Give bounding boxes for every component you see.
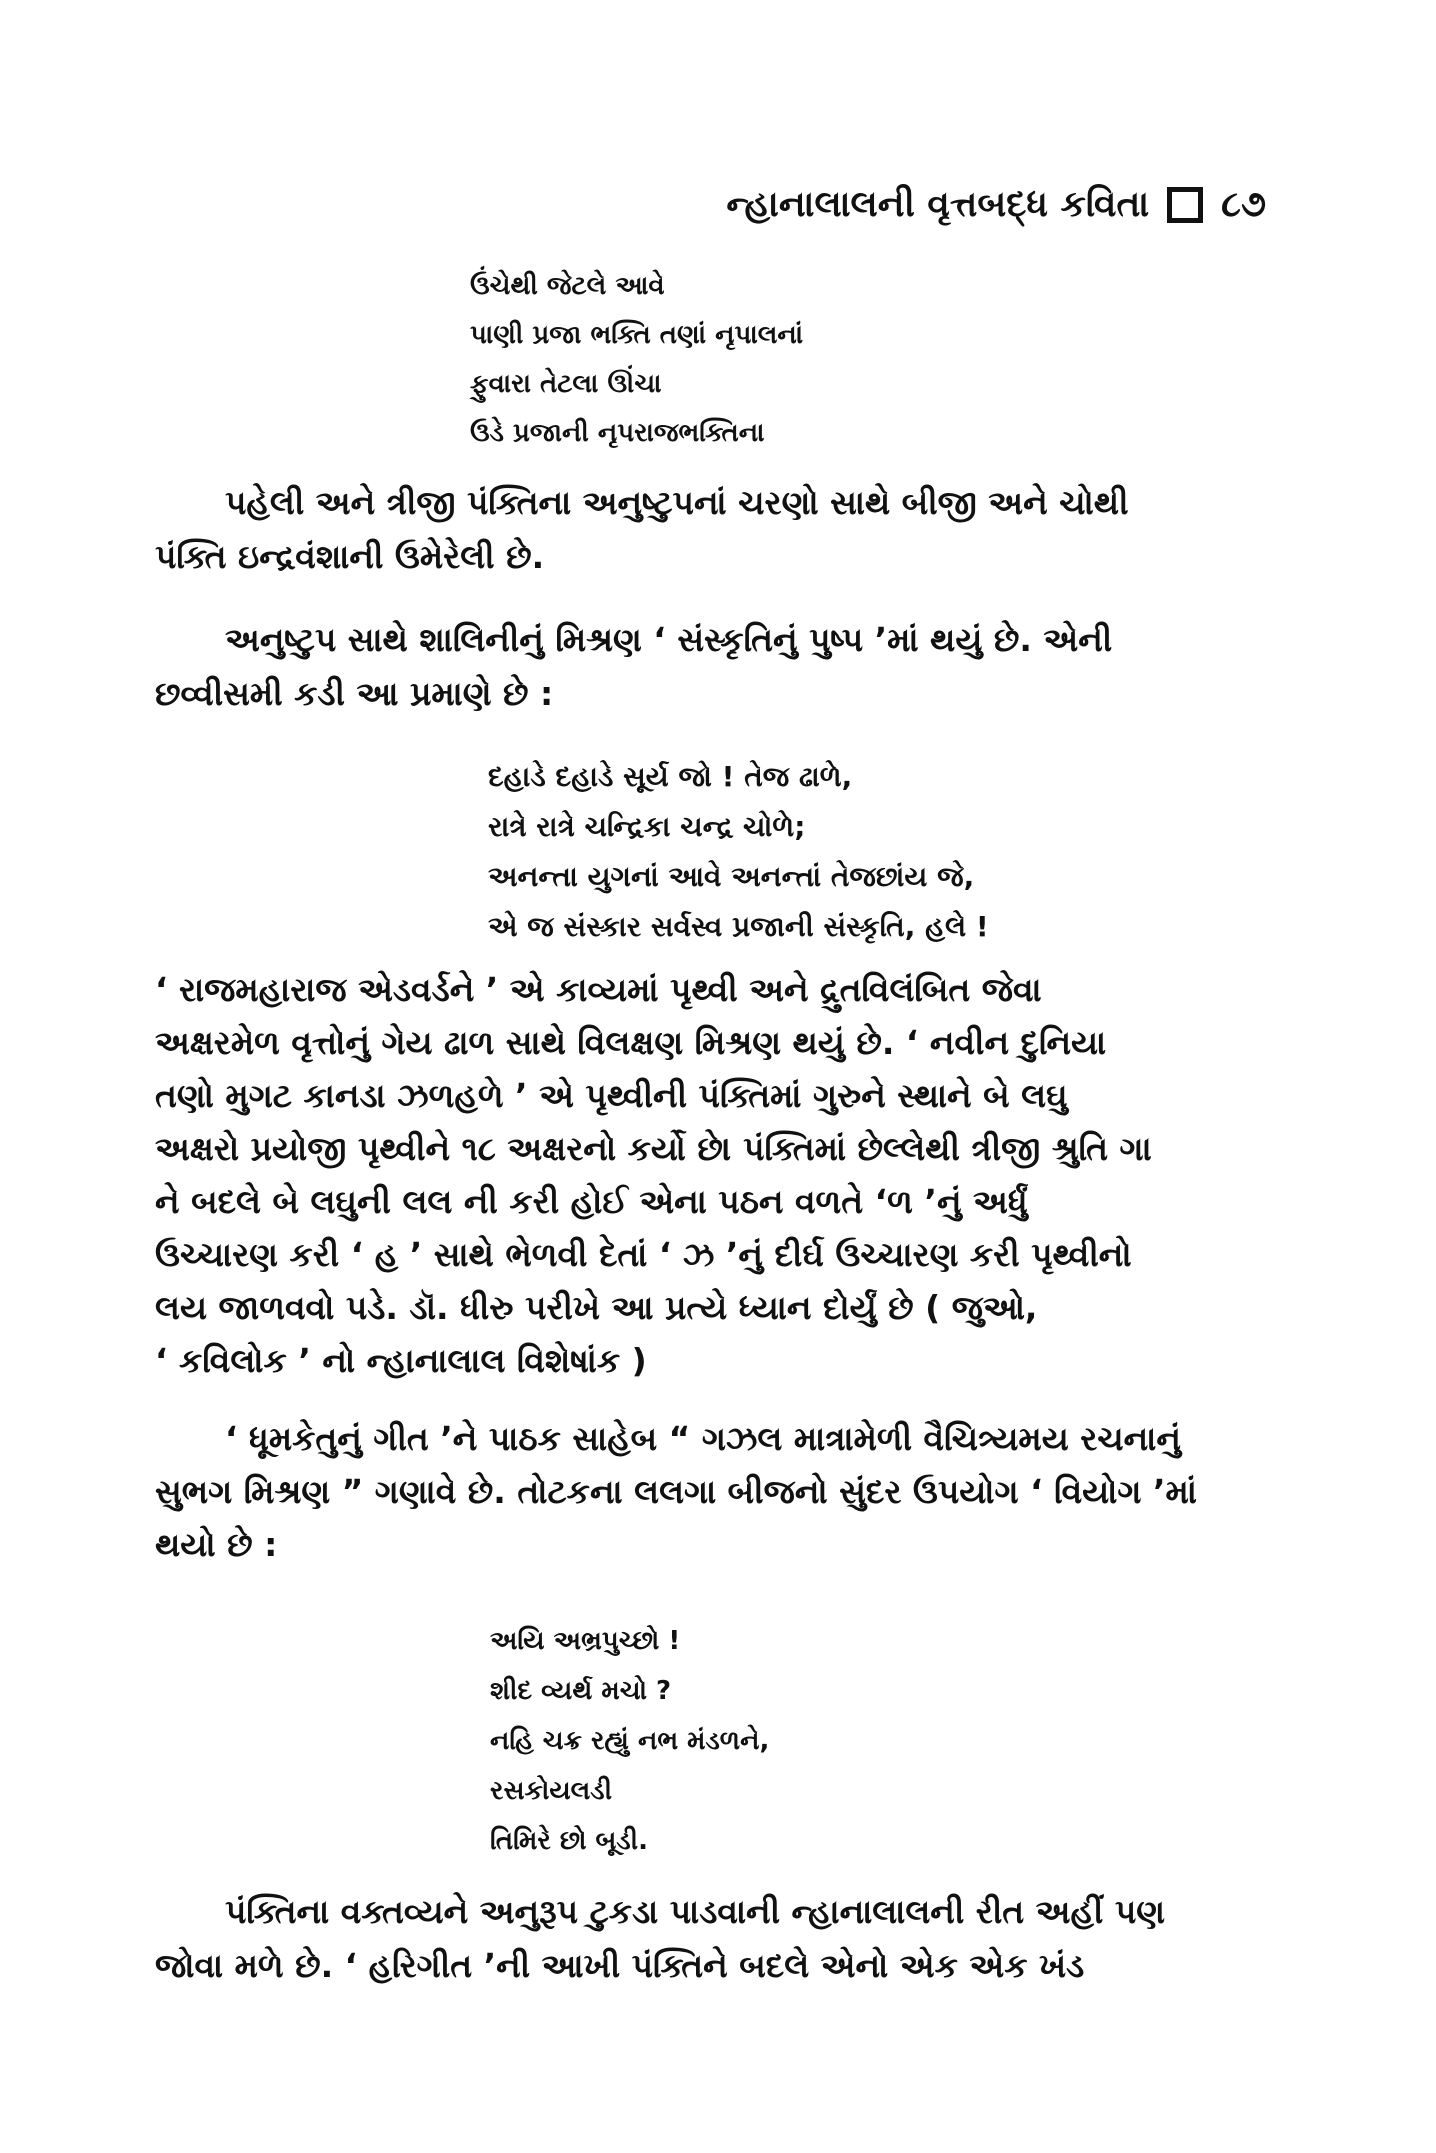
paragraph-line: છવ્વીસમી કડી આ પ્રમાણે છે : bbox=[155, 674, 554, 713]
paragraph-line: પહેલી અને ત્રીજી પંક્તિના અનુષ્ટુપનાં ચરણો સાથે બીજી અને ચોથી bbox=[225, 483, 1129, 522]
verse-block-1 bbox=[470, 262, 803, 458]
paragraph-line: ઉચ્ચારણ કરી ‘ હ ’ સાથે ભેળવી દેતાં ‘ ઝ ’નું દીર્ઘ ઉચ્ચારણ કરી પૃથ્વીનો bbox=[155, 1235, 1132, 1274]
verse-block-3 bbox=[490, 1616, 769, 1866]
paragraph-4 bbox=[155, 1412, 1275, 1571]
paragraph-line: અનુષ્ટુપ સાથે શાલિનીનું મિશ્રણ ‘ સંસ્કૃતિનું પુષ્પ ’માં થયું છે. એની bbox=[225, 620, 1113, 659]
paragraph-line: ‘ ધૂમકેતુનું ગીત ’ને પાઠક સાહેબ “ ગઝલ માત્રામેળી વૈચિત્ર્યમય રચનાનું bbox=[225, 1419, 1181, 1458]
verse-line: એ જ સંસ્કાર સર્વસ્વ પ્રજાની સંસ્કૃતિ, હલે ! bbox=[488, 910, 989, 943]
verse-line: અનન્તા યુગનાં આવે અનન્તાં તેજછાંય જે, bbox=[488, 860, 975, 893]
paragraph-line: અક્ષરો પ્રયોજી પૃથ્વીને ૧૮ અક્ષરનો કર્યો છે। પંક્તિમાં છેલ્લેથી ત્રીજી શ્રુતિ ગા bbox=[155, 1129, 1152, 1168]
paragraph-line: જોવા મળે છે. ‘ હરિગીત ’ની આખી પંક્તિને બદલે એનો એક એક ખંડ bbox=[155, 1946, 1085, 1985]
verse-block-2 bbox=[488, 752, 989, 952]
verse-line: અયિ અભ્રપુચ્છો ! bbox=[490, 1626, 681, 1656]
paragraph-line: ‘ રાજમહારાજ એડવર્ડને ’ એ કાવ્યમાં પૃથ્વી અને દ્રુતવિલંબિત જેવા bbox=[155, 970, 1042, 1009]
verse-line: પાણી પ્રજા ભક્તિ તણાં નૃપાલનાં bbox=[470, 320, 804, 350]
verse-line: રસકોયલડી bbox=[490, 1776, 613, 1806]
paragraph-line: પંક્તિના વક્તવ્યને અનુરૂપ ટુકડા પાડવાની ન્હાનાલાલની રીત અહીં પણ bbox=[225, 1892, 1166, 1931]
verse-line: ઉંચેથી જેટલે આવે bbox=[470, 271, 665, 301]
paragraph-1 bbox=[155, 476, 1275, 584]
paragraph-line: લય જાળવવો પડે. ડૉ. ધીરુ પરીખે આ પ્રત્યે ધ્યાન દોર્યું છે ( જુઓ, bbox=[155, 1288, 1038, 1327]
page-number: ૮૭ bbox=[1221, 184, 1266, 225]
verse-line: ઉડે પ્રજાની નૃપરાજભક્તિના bbox=[470, 418, 765, 448]
paragraph-line: ‘ કવિલોક ’ નો ન્હાનાલાલ વિશેષાંક ) bbox=[155, 1341, 647, 1380]
paragraph-line: ને બદલે બે લઘુની લલ ની કરી હોઈ એના પઠન વળતે ‘ળ ’નું અર્ધું bbox=[155, 1182, 1028, 1221]
paragraph-line: પંક્તિ ઇન્દ્રવંશાની ઉમેરેલી છે. bbox=[155, 537, 545, 576]
verse-line: શીદ વ્યર્થ મચો ? bbox=[490, 1676, 672, 1706]
paragraph-line: અક્ષરમેળ વૃત્તોનું ગેય ઢાળ સાથે વિલક્ષણ મિશ્રણ થયું છે. ‘ નવીન દુનિયા bbox=[155, 1023, 1107, 1062]
running-head-title: ન્હાનાલાલની વૃત્તબદ્ધ કવિતા bbox=[726, 184, 1150, 225]
verse-line: દહાડે દહાડે સૂર્ય જો ! તેજ ઢાળે, bbox=[488, 760, 853, 793]
paragraph-line: તણો મુગટ કાનડા ઝળહળે ’ એ પૃથ્વીની પંક્તિમાં ગુરુને સ્થાને બે લઘુ bbox=[155, 1076, 1068, 1115]
square-ornament-icon bbox=[1167, 187, 1203, 223]
paragraph-2 bbox=[155, 613, 1275, 721]
paragraph-3 bbox=[155, 963, 1275, 1387]
running-head bbox=[726, 170, 1266, 240]
verse-line: તિમિરે છો બૂડી. bbox=[490, 1826, 648, 1856]
paragraph-line: થયો છે : bbox=[155, 1525, 278, 1564]
verse-line: રાત્રે રાત્રે ચન્દ્રિકા ચન્દ્ર ચોળે; bbox=[488, 810, 806, 843]
paragraph-5 bbox=[155, 1885, 1275, 1993]
verse-line: ફુવારા તેટલા ઊંચા bbox=[470, 369, 662, 399]
paragraph-line: સુભગ મિશ્રણ ” ગણાવે છે. તોટકના લલગા બીજનો સુંદર ઉપયોગ ‘ વિયોગ ’માં bbox=[155, 1472, 1197, 1511]
verse-line: નહિ ચક્ર રહ્યું નભ મંડળને, bbox=[490, 1726, 770, 1756]
